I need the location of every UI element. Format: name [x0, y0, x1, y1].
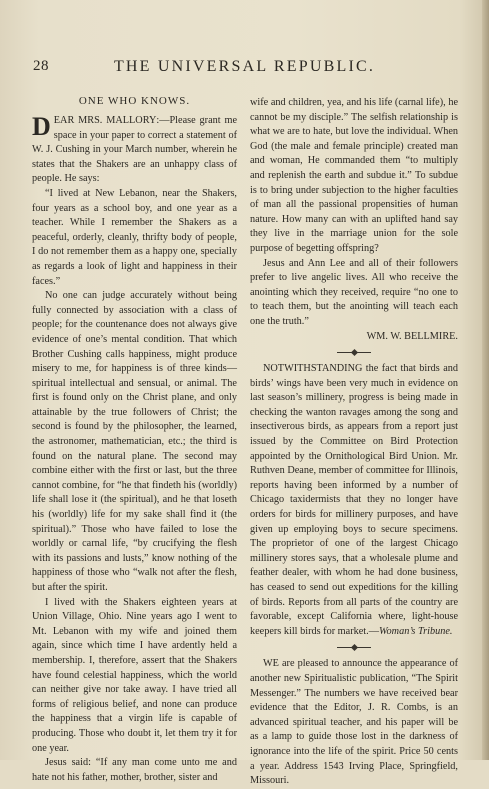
article-heading: ONE WHO KNOWS. — [78, 95, 191, 107]
birds-text: the fact that birds and birds’ wings have been very much in evidence on last season’s millinery, progress is being made in checking the wanton ravages among the song and insectiverous birds, as appears from a report just issued by the Committee on Bird Protection appointed by the Ornithological Bird Union. Mr. Ruthven Deane, member of committee for Illinois, reports having been informed by a number of Chicago taxidermists that they no longer have orders for birds for millinery purposes, and have given up employing boys to secure specimens. The proprietor of one of the largest Chicago millinery stores says, that a wholesale plume and feather dealer, with whom he had done business, has ceased to send out expeditions for the killing of birds. Reports from all parts of the country are favorable, except California where, light-house keepers kill birds for market.— — [250, 363, 458, 637]
article-opening-paragraph — [32, 114, 237, 187]
author-signature: WM. W. BELLMIRE. — [366, 330, 458, 342]
body-paragraph: Jesus and Ann Lee and all of their followers prefer to live angelic lives. All who receive the anointing which they received, require “no one to to teach them, but the anointing will teach each one the truth.” — [250, 257, 458, 327]
birds-paragraph — [250, 362, 458, 639]
lead-word: WE — [263, 658, 279, 670]
section-divider — [250, 643, 458, 651]
section-divider — [250, 348, 458, 356]
body-paragraph: I lived with the Shakers eighteen years at Union Village, Ohio. Nine years ago I went to Mt. Lebanon with my wife and joined them again, since which time I have ardently held a membership. I, therefore, assert that the Shakers have found celestial happiness, which the world can neither give nor take away. I have tried all forms of religious belief, and none can produce the happiness that a virgin life is capable of producing. Those who doubt it, let them try it for one year. — [32, 596, 237, 754]
opening-text: :—Please grant me space in your paper to correct a statement of W. J. Cushing in your March number, wherein he states that the Shakers are an unhappy class of people. He says: — [32, 115, 237, 185]
book-spine — [482, 0, 489, 760]
lead-word: NOTWITHSTANDING — [263, 363, 363, 375]
announcement-text: are pleased to announce the appearance of another new Spiritualistic publication, “The Spirit Messenger.” The numbers we have received bear evidence that the Editor, J. R. Combs, is an advanced spiritual teacher, and his paper will be as a lamp to guide those lost in the darkness of ignorance into the life of the spirit. Price 50 cents a year. Address 1543 Irving Place, Springfield, Missouri. — [250, 658, 458, 787]
body-paragraph: No one can judge accurately without being fully connected by association with a class of people; for the countenance does not always give evidence of one’s mental condition. That which Brother Cushing calls happiness, might produce misery to me, for happiness is of three kinds—spiritual intellectual and sensual, or animal. The first is found only on the Christ plane, and only attainable by the true followers of Christ; the second is found by the philosopher, the learned, the astronomer, mathematician, etc.; the third is found on the natural plane. The second may combine either with the first or last, but the three cannot combine, for “he that findeth his (worldly) life shall lose it (the spiritual), and he that loseth his (worldly) life for my sake shall find it (the spiritual).” Those who have failed to lose the worldly or carnal life, “by crucifying the flesh with its passions and lusts,” know nothing of the happiness of those who “walk not after the flesh, but after the spirit. — [32, 290, 237, 593]
page-number: 28 — [33, 58, 49, 74]
right-column — [250, 96, 458, 789]
page-header — [0, 58, 489, 78]
announcement-paragraph — [250, 657, 458, 788]
body-paragraph: Jesus said: “If any man come unto me and hate not his father, mother, brother, sister and — [32, 757, 237, 783]
left-column — [32, 94, 237, 785]
salutation: EAR MRS. MALLORY — [53, 115, 157, 126]
continued-paragraph: wife and children, yea, and his life (carnal life), he cannot be my disciple.” The selfish relationship is what we are to hate, but love the individual. When God (the male and female principle) created man and woman, He commanded them “to multiply and replenish the earth and subdue it.” To subdue is to bring under subjection to the higher faculties of man all the passional propensities of human nature. How many can with an uplifted hand say they live in the marriage union for the sole purpose of begetting offspring? — [250, 97, 458, 254]
quote-paragraph: “I lived at New Lebanon, near the Shakers, four years as a school boy, and one year as a teacher. While I remember the Shakers as a peaceful, orderly, cleanly, thrifty body of people, I do not remember them as a happy one, specially as regards a look of light and happiness in their faces.” — [32, 187, 237, 287]
source-citation: Woman’s Tribune. — [378, 625, 453, 637]
running-title: THE UNIVERSAL REPUBLIC. — [113, 58, 376, 75]
drop-cap: D — [32, 112, 51, 141]
